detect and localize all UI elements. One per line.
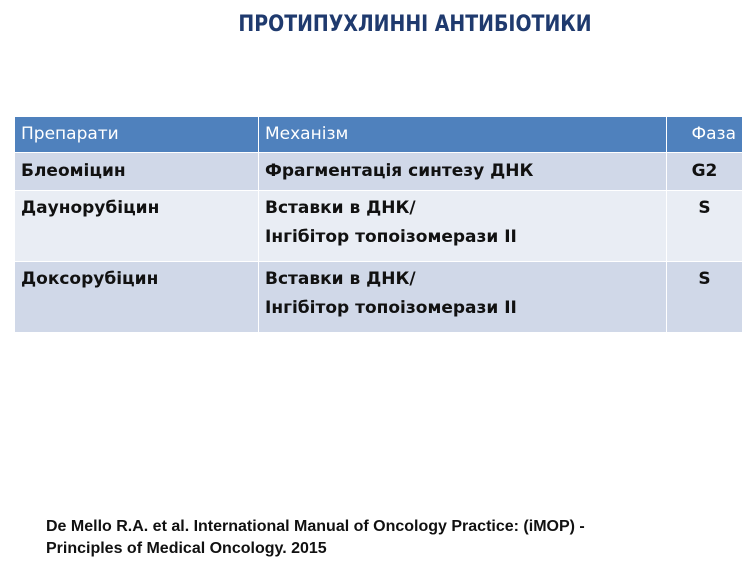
mechanism-line: Інгібітор топоізомерази II	[265, 298, 517, 318]
table-row	[15, 191, 743, 262]
citation	[46, 516, 585, 560]
mechanism-cell	[259, 191, 667, 262]
table-row	[15, 153, 743, 191]
citation-line: De Mello R.A. et al. International Manual of Oncology Practice: (iMOP) -	[46, 518, 585, 535]
table-header-row	[15, 117, 743, 153]
phase-cell: S	[667, 191, 743, 262]
antibiotics-table	[14, 116, 743, 333]
header-phase: Фаза	[667, 117, 743, 153]
table-row	[15, 262, 743, 333]
slide-title: ПРОТИПУХЛИННІ АНТИБІОТИКИ	[238, 12, 592, 37]
phase-cell: G2	[667, 153, 743, 191]
mechanism-cell	[259, 153, 667, 191]
drug-cell: Доксорубіцин	[15, 262, 259, 333]
mechanism-line: Вставки в ДНК/	[265, 269, 416, 289]
mechanism-line: Інгібітор топоізомерази II	[265, 227, 517, 247]
drug-cell: Блеоміцин	[15, 153, 259, 191]
mechanism-line: Фрагментація синтезу ДНК	[265, 161, 534, 181]
header-mechanism: Механізм	[259, 117, 667, 153]
citation-line: Principles of Medical Oncology. 2015	[46, 540, 327, 557]
phase-cell: S	[667, 262, 743, 333]
header-drugs: Препарати	[15, 117, 259, 153]
mechanism-line: Вставки в ДНК/	[265, 198, 416, 218]
drug-cell: Даунорубіцин	[15, 191, 259, 262]
mechanism-cell	[259, 262, 667, 333]
